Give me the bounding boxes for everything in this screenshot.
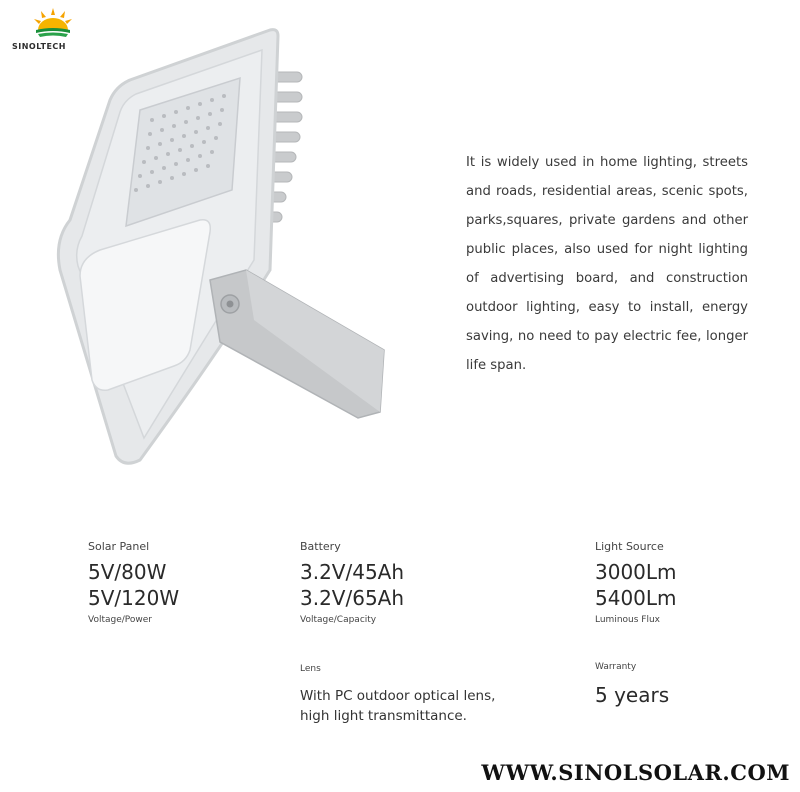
product-description [466, 148, 748, 380]
description-text: It is widely used in home lighting, streets and roads, residential areas, scenic spots, parks,squares, private gardens and other public places, also used for night lighting of advertising board, and construction outdoor lighting, easy to install, energy saving, no need to pay electric fee, longer life span. [466, 155, 748, 373]
spec-battery [300, 540, 404, 625]
website-url: WWW.SINOLSOLAR.COM [481, 760, 790, 785]
spec-label: Light Source [595, 540, 664, 553]
spec-label: Battery [300, 540, 341, 553]
spec-unit: Voltage/Power [88, 615, 153, 625]
spec-unit: Luminous Flux [595, 615, 660, 625]
floodlight-product-image [40, 20, 460, 480]
spec-text-line: With PC outdoor optical lens, [300, 688, 496, 704]
spec-label: Lens [300, 664, 321, 674]
logo-text: SINOLTECH [12, 42, 66, 51]
spec-warranty [595, 662, 669, 708]
spec-value: 5V/80W [88, 560, 167, 584]
spec-text-line: high light transmittance. [300, 708, 467, 724]
spec-value: 3000Lm [595, 560, 677, 584]
spec-value: 5 years [595, 683, 670, 707]
spec-value: 3.2V/45Ah [300, 560, 405, 584]
spec-value: 5V/120W [88, 586, 180, 610]
spec-light-source [595, 540, 677, 625]
spec-value: 3.2V/65Ah [300, 586, 405, 610]
spec-value: 5400Lm [595, 586, 677, 610]
spec-solar-panel [88, 540, 179, 625]
spec-unit: Voltage/Capacity [300, 615, 377, 625]
spec-label: Solar Panel [88, 540, 150, 553]
spec-lens [300, 664, 495, 726]
spec-label: Warranty [595, 662, 637, 672]
